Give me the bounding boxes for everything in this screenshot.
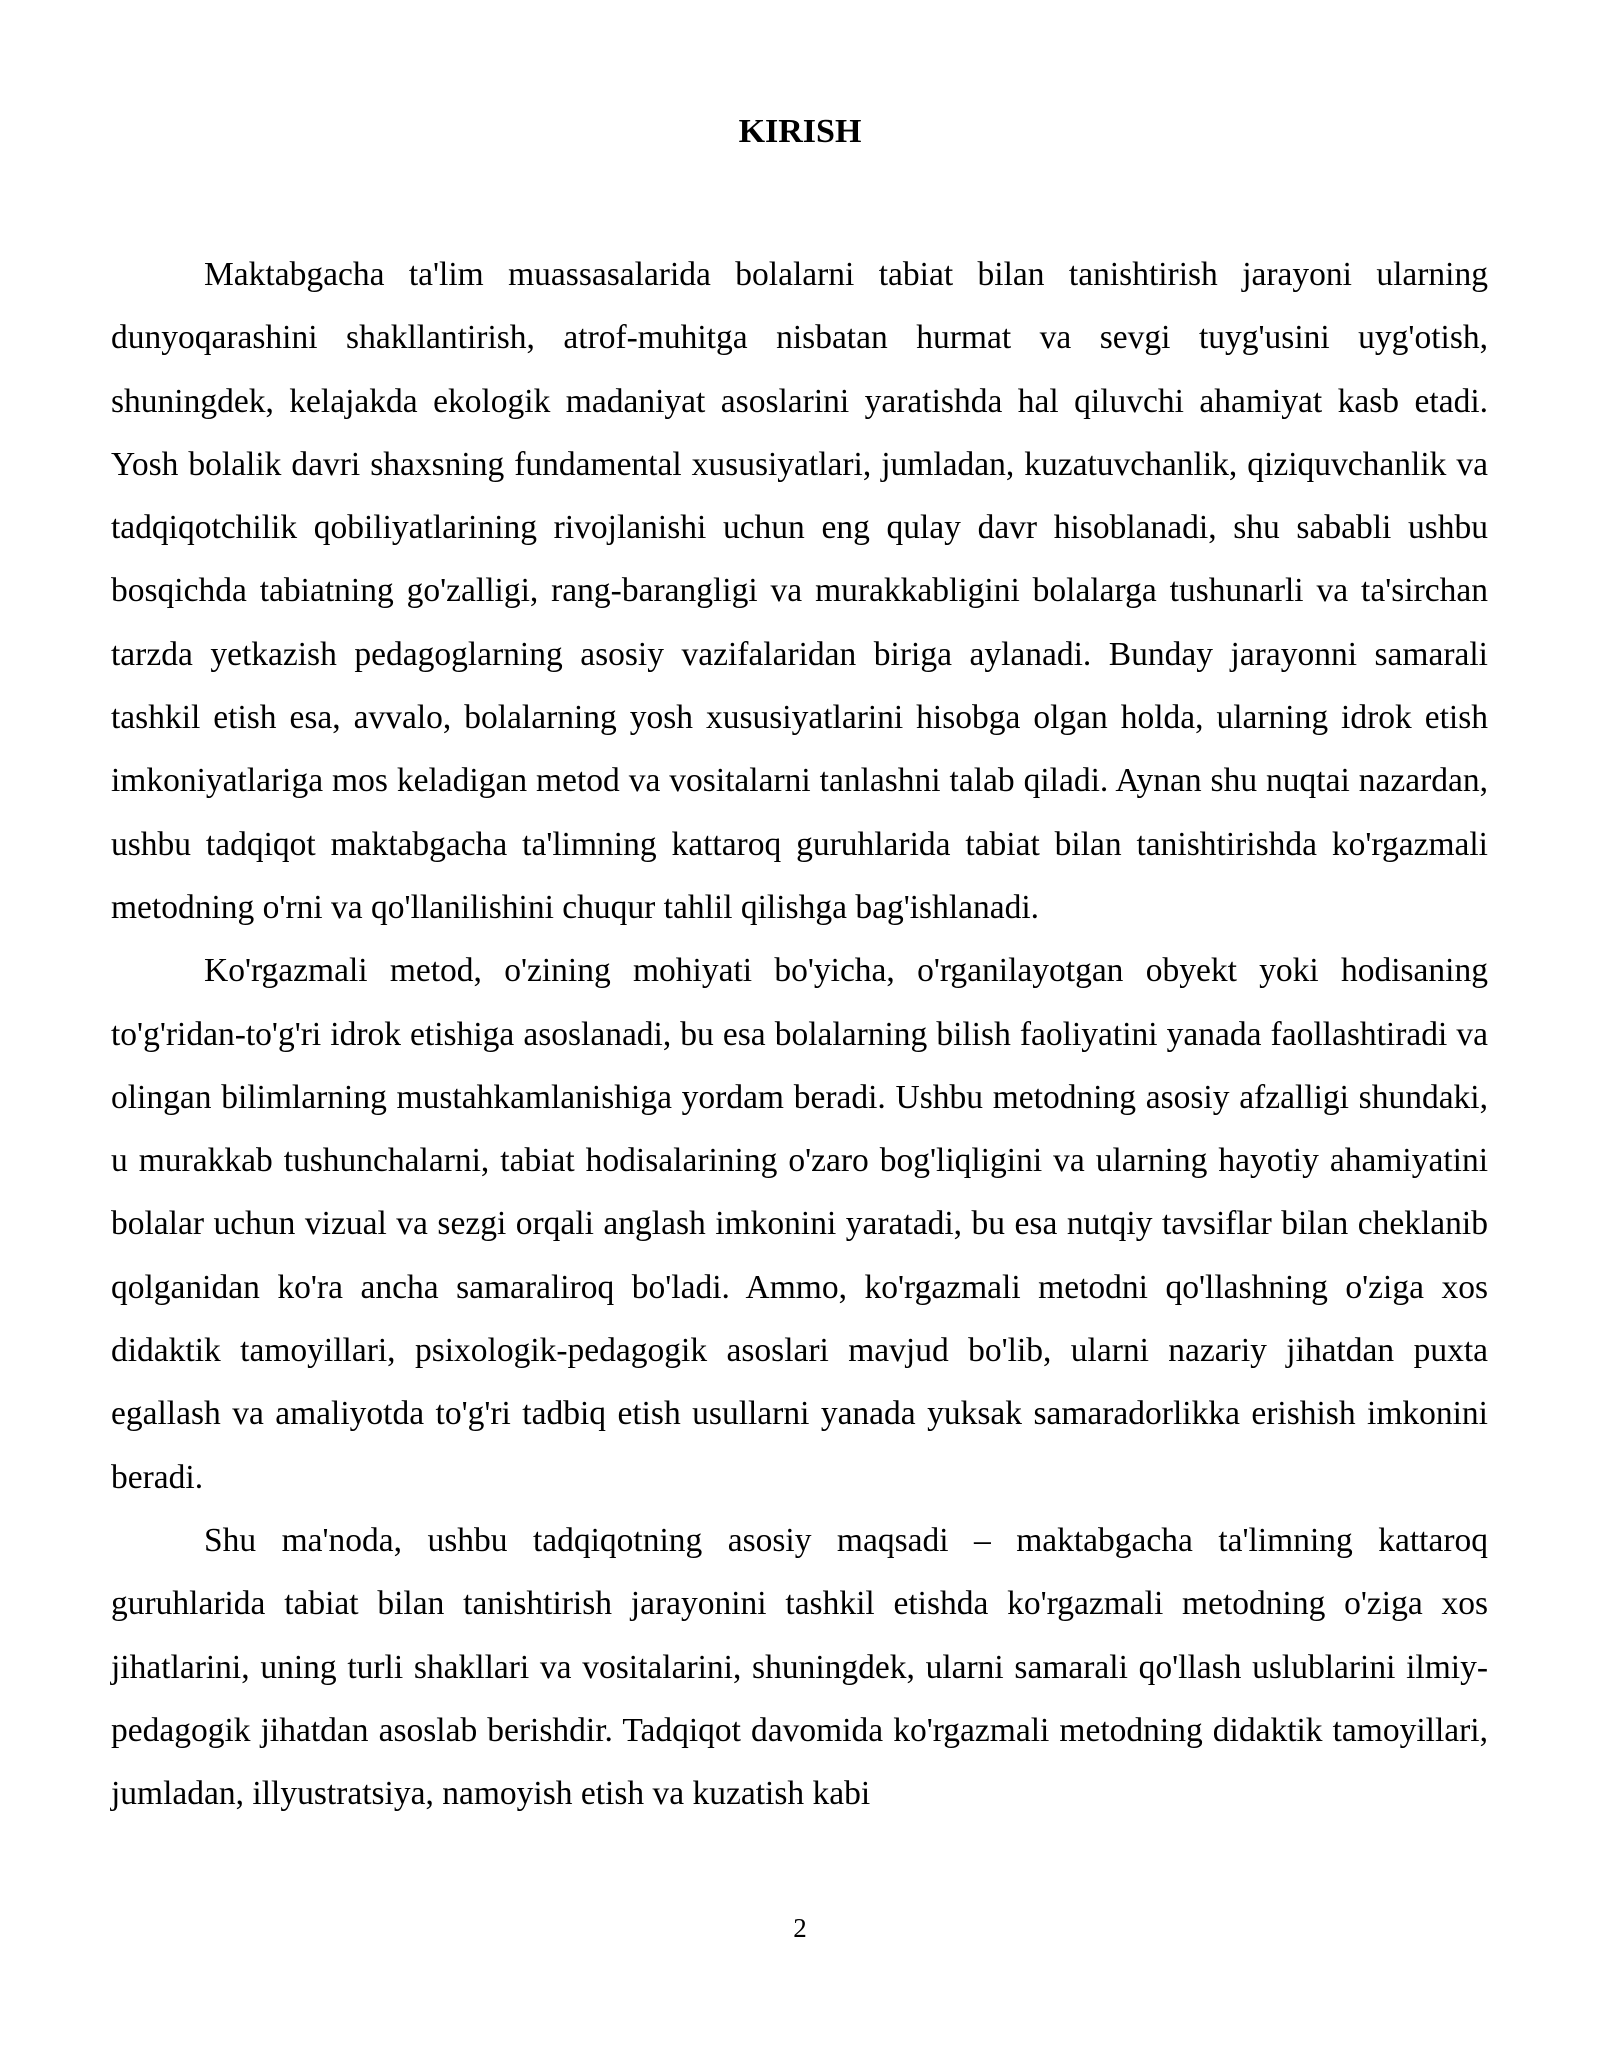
paragraph: Maktabgacha ta'lim muassasalarida bolalarni tabiat bilan tanishtirish jarayoni ularning dunyoqarashini shakllantirish, atrof-muhitga nisbatan hurmat va sevgi tuyg'usini uyg'otish, shuningdek, kelajakda ekologik madaniyat asoslarini yaratishda hal qiluvchi ahamiyat kasb etadi. Yosh bolalik davri shaxsning fundamental xususiyatlari, jumladan, kuzatuvchanlik, qiziquvchanlik va tadqiqotchilik qobiliyatlarining rivojlanishi uchun eng qulay davr hisoblanadi, shu sababli ushbu bosqichda tabiatning go'zalligi, rang-barangligi va murakkabligini bolalarga tushunarli va ta'sirchan tarzda yetkazish pedagoglarning asosiy vazifalaridan biriga aylanadi. Bunday jarayonni samarali tashkil etish esa, avvalo, bolalarning yosh xususiyatlarini hisobga olgan holda, ularning idrok etish imkoniyatlariga mos keladigan metod va vositalarni tanlashni talab qiladi. Aynan shu nuqtai nazardan, ushbu tadqiqot maktabgacha ta'limning kattaroq guruhlarida tabiat bilan tanishtirishda ko'rgazmali metodning o'rni va qo'llanilishini chuqur tahlil qilishga bag'ishlanadi. [111, 256, 1488, 926]
page-title: KIRISH [738, 113, 862, 150]
paragraph: Ko'rgazmali metod, o'zining mohiyati bo'yicha, o'rganilayotgan obyekt yoki hodisaning to'g'ridan-to'g'ri idrok etishiga asoslanadi, bu esa bolalarning bilish faoliyatini yanada faollashtiradi va olingan bilimlarning mustahkamlanishiga yordam beradi. Ushbu metodning asosiy afzalligi shundaki, u murakkab tushunchalarni, tabiat hodisalarining o'zaro bog'liqligini va ularning hayotiy ahamiyatini bolalar uchun vizual va sezgi orqali anglash imkonini yaratadi, bu esa nutqiy tavsiflar bilan cheklanib qolganidan ko'ra ancha samaraliroq bo'ladi. Ammo, ko'rgazmali metodni qo'llashning o'ziga xos didaktik tamoyillari, psixologik-pedagogik asoslari mavjud bo'lib, ularni nazariy jihatdan puxta egallash va amaliyotda to'g'ri tadbiq etish usullarni yanada yuksak samaradorlikka erishish imkonini beradi. [111, 952, 1488, 1496]
page-number: 2 [793, 1913, 807, 1943]
body-text [111, 243, 1488, 1825]
paragraph: Shu ma'noda, ushbu tadqiqotning asosiy maqsadi – maktabgacha ta'limning kattaroq guruhlarida tabiat bilan tanishtirish jarayonini tashkil etishda ko'rgazmali metodning o'ziga xos jihatlarini, uning turli shakllari va vositalarini, shuningdek, ularni samarali qo'llash uslublarini ilmiy-pedagogik jihatdan asoslab berishdir. Tadqiqot davomida ko'rgazmali metodning didaktik tamoyillari, jumladan, illyustratsiya, namoyish etish va kuzatish kabi [111, 1521, 1488, 1813]
